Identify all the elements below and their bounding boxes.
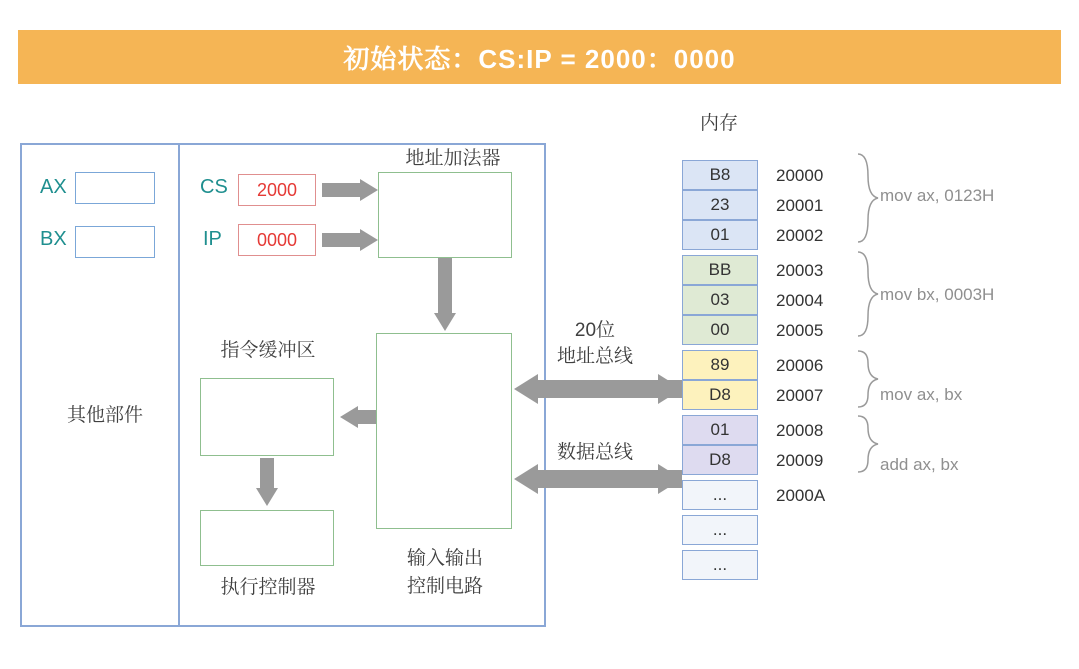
other-parts-label: 其他部件: [66, 405, 143, 426]
ip-register-value: 0000: [238, 224, 316, 256]
data-bus-head-left: [514, 464, 538, 494]
address-bus-head-right: [658, 374, 682, 404]
memory-address: 20008: [776, 421, 824, 440]
memory-address: 20000: [776, 166, 824, 185]
arrow-instbuf-to-exec-shaft: [260, 458, 274, 488]
cs-register-value: 2000: [238, 174, 316, 206]
memory-address: 20001: [776, 196, 824, 215]
arrow-cs-to-adder-shaft: [322, 183, 360, 197]
memory-cell: ...: [682, 550, 758, 580]
memory-title: 内存: [699, 113, 738, 134]
memory-cell: 01: [682, 415, 758, 445]
memory-address: 20006: [776, 356, 824, 375]
memory-cell: B8: [682, 160, 758, 190]
memory-cell: 01: [682, 220, 758, 250]
data-bus-head-right: [658, 464, 682, 494]
memory-cell: D8: [682, 380, 758, 410]
cs-register-label: CS: [200, 176, 228, 198]
memory-address: 20002: [776, 226, 824, 245]
io-control-label: [370, 545, 520, 601]
instruction-annotation: mov ax, bx: [880, 385, 963, 404]
address-bus-head-left: [514, 374, 538, 404]
arrow-ip-to-adder-shaft: [322, 233, 360, 247]
bx-register-value: [75, 226, 155, 258]
io-control-box: [376, 333, 512, 529]
io-control-label-line2: 控制电路: [406, 576, 483, 597]
io-control-label-line1: 输入输出: [406, 548, 483, 569]
brace-1: [856, 150, 882, 250]
arrow-adder-to-io-shaft: [438, 258, 452, 313]
memory-cell: 23: [682, 190, 758, 220]
address-bus-label-line2: 地址总线: [556, 346, 633, 367]
memory-address: 20005: [776, 321, 824, 340]
ax-register-label: AX: [40, 176, 67, 198]
arrow-adder-to-io-head: [434, 313, 456, 331]
instruction-buffer-label: 指令缓冲区: [220, 340, 316, 361]
arrow-instbuf-to-exec-head: [256, 488, 278, 506]
address-bus-label: [540, 318, 650, 370]
cpu-divider: [178, 143, 180, 627]
address-adder-label: 地址加法器: [405, 148, 501, 169]
memory-address: 20004: [776, 291, 824, 310]
instruction-annotation: mov bx, 0003H: [880, 285, 995, 304]
arrow-cs-to-adder-head: [360, 179, 378, 201]
ip-register-label: IP: [203, 228, 222, 250]
memory-address: 20007: [776, 386, 824, 405]
instruction-buffer-box: [200, 378, 334, 456]
ax-register-value: [75, 172, 155, 204]
bx-register-label: BX: [40, 228, 67, 250]
address-bus-label-line1: 20位: [574, 320, 616, 341]
brace-2: [856, 248, 882, 344]
arrow-io-to-instbuf-head: [340, 406, 358, 428]
address-adder-box: [378, 172, 512, 258]
instruction-annotation: add ax, bx: [880, 455, 959, 474]
memory-cell: ...: [682, 515, 758, 545]
data-bus-label: [540, 440, 650, 466]
memory-cell: BB: [682, 255, 758, 285]
page-title: 初始状态：CS:IP = 2000：0000: [343, 43, 736, 74]
brace-3: [856, 348, 882, 414]
memory-cell: 89: [682, 350, 758, 380]
memory-address: 20009: [776, 451, 824, 470]
data-bus-label-line1: 数据总线: [556, 442, 633, 463]
arrow-ip-to-adder-head: [360, 229, 378, 251]
brace-4: [856, 413, 882, 479]
title-banner: [18, 30, 1061, 84]
memory-address: 2000A: [776, 486, 826, 505]
memory-cell: 03: [682, 285, 758, 315]
memory-cell: ...: [682, 480, 758, 510]
instruction-annotation: mov ax, 0123H: [880, 186, 995, 205]
memory-cell: D8: [682, 445, 758, 475]
memory-cell: 00: [682, 315, 758, 345]
memory-address: 20003: [776, 261, 824, 280]
execution-controller-box: [200, 510, 334, 566]
execution-controller-label: 执行控制器: [220, 577, 316, 598]
